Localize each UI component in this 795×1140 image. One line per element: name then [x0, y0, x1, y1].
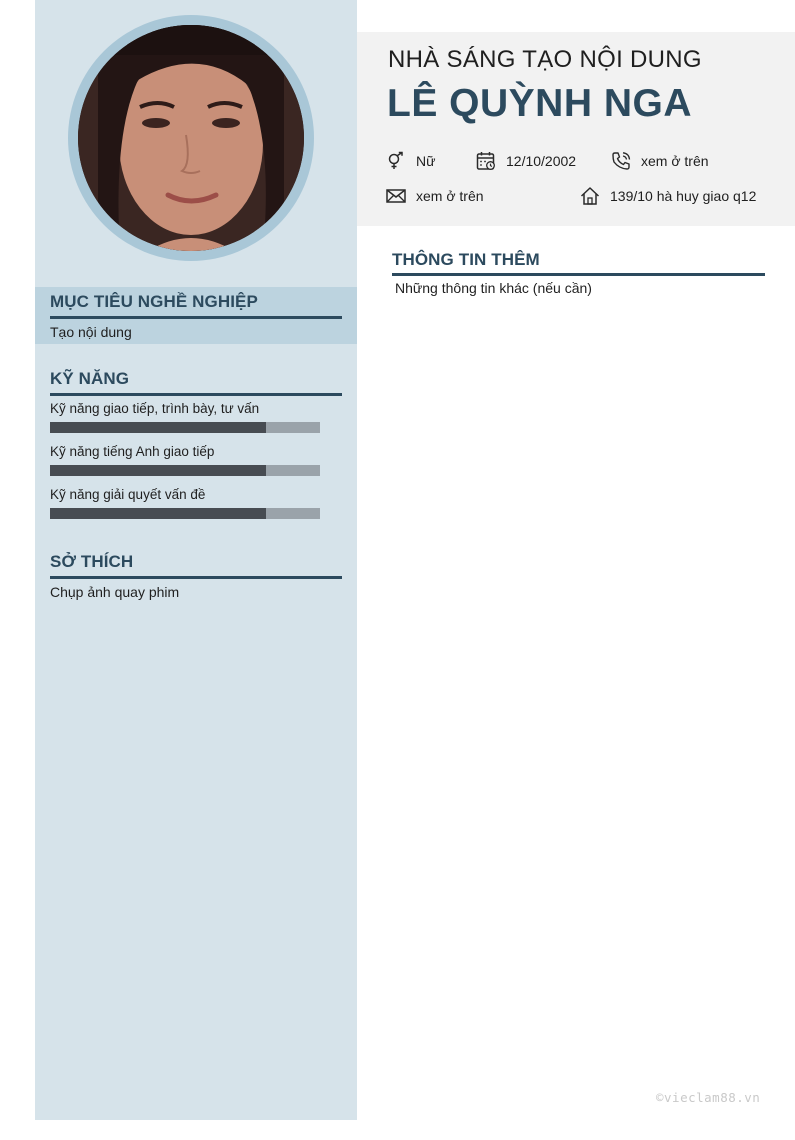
objective-title: MỤC TIÊU NGHỀ NGHIỆP [50, 292, 258, 311]
objective-divider [50, 316, 342, 319]
extra-info-text: Những thông tin khác (nếu cần) [395, 280, 592, 296]
email-info [386, 186, 484, 206]
skill-bar [50, 422, 320, 433]
sidebar [35, 0, 357, 1120]
skill-bar-fill [50, 508, 266, 519]
skill-label: Kỹ năng tiếng Anh giao tiếp [50, 444, 215, 459]
portrait-photo [78, 25, 304, 251]
header [357, 32, 795, 226]
skill-label: Kỹ năng giải quyết vấn đề [50, 487, 206, 502]
skill-label: Kỹ năng giao tiếp, trình bày, tư vấn [50, 401, 260, 416]
hobbies-title: SỞ THÍCH [50, 552, 134, 571]
skill-bar [50, 508, 320, 519]
home-icon [580, 186, 600, 206]
hobbies-text: Chụp ảnh quay phim [50, 584, 180, 600]
skills-divider [50, 393, 342, 396]
phone-icon [611, 151, 631, 171]
calendar-icon [476, 151, 496, 171]
skill-bar [50, 465, 320, 476]
extra-info-divider [392, 273, 765, 276]
gender-value: Nữ [416, 153, 436, 169]
objective-section [35, 287, 357, 344]
skill-bar-fill [50, 465, 266, 476]
email-icon [386, 186, 406, 206]
extra-info-title: THÔNG TIN THÊM [392, 250, 540, 269]
objective-text: Tạo nội dung [50, 324, 132, 340]
full-name: LÊ QUỲNH NGA [387, 82, 693, 125]
avatar-frame [68, 15, 314, 261]
gender-info [386, 151, 435, 171]
watermark: ©vieclam88.vn [656, 1090, 761, 1105]
skill-bar-fill [50, 422, 266, 433]
phone-info [611, 151, 709, 171]
gender-icon [386, 151, 406, 171]
hobbies-divider [50, 576, 342, 579]
job-title: NHÀ SÁNG TẠO NỘI DUNG [388, 46, 702, 73]
birthday-value: 12/10/2002 [506, 153, 577, 169]
phone-value: xem ở trên [641, 153, 709, 169]
address-info [580, 186, 756, 206]
birthday-info [476, 151, 576, 171]
address-value: 139/10 hà huy giao q12 [610, 188, 757, 204]
email-value: xem ở trên [416, 188, 484, 204]
skills-title: KỸ NĂNG [50, 369, 130, 388]
avatar [78, 25, 304, 251]
